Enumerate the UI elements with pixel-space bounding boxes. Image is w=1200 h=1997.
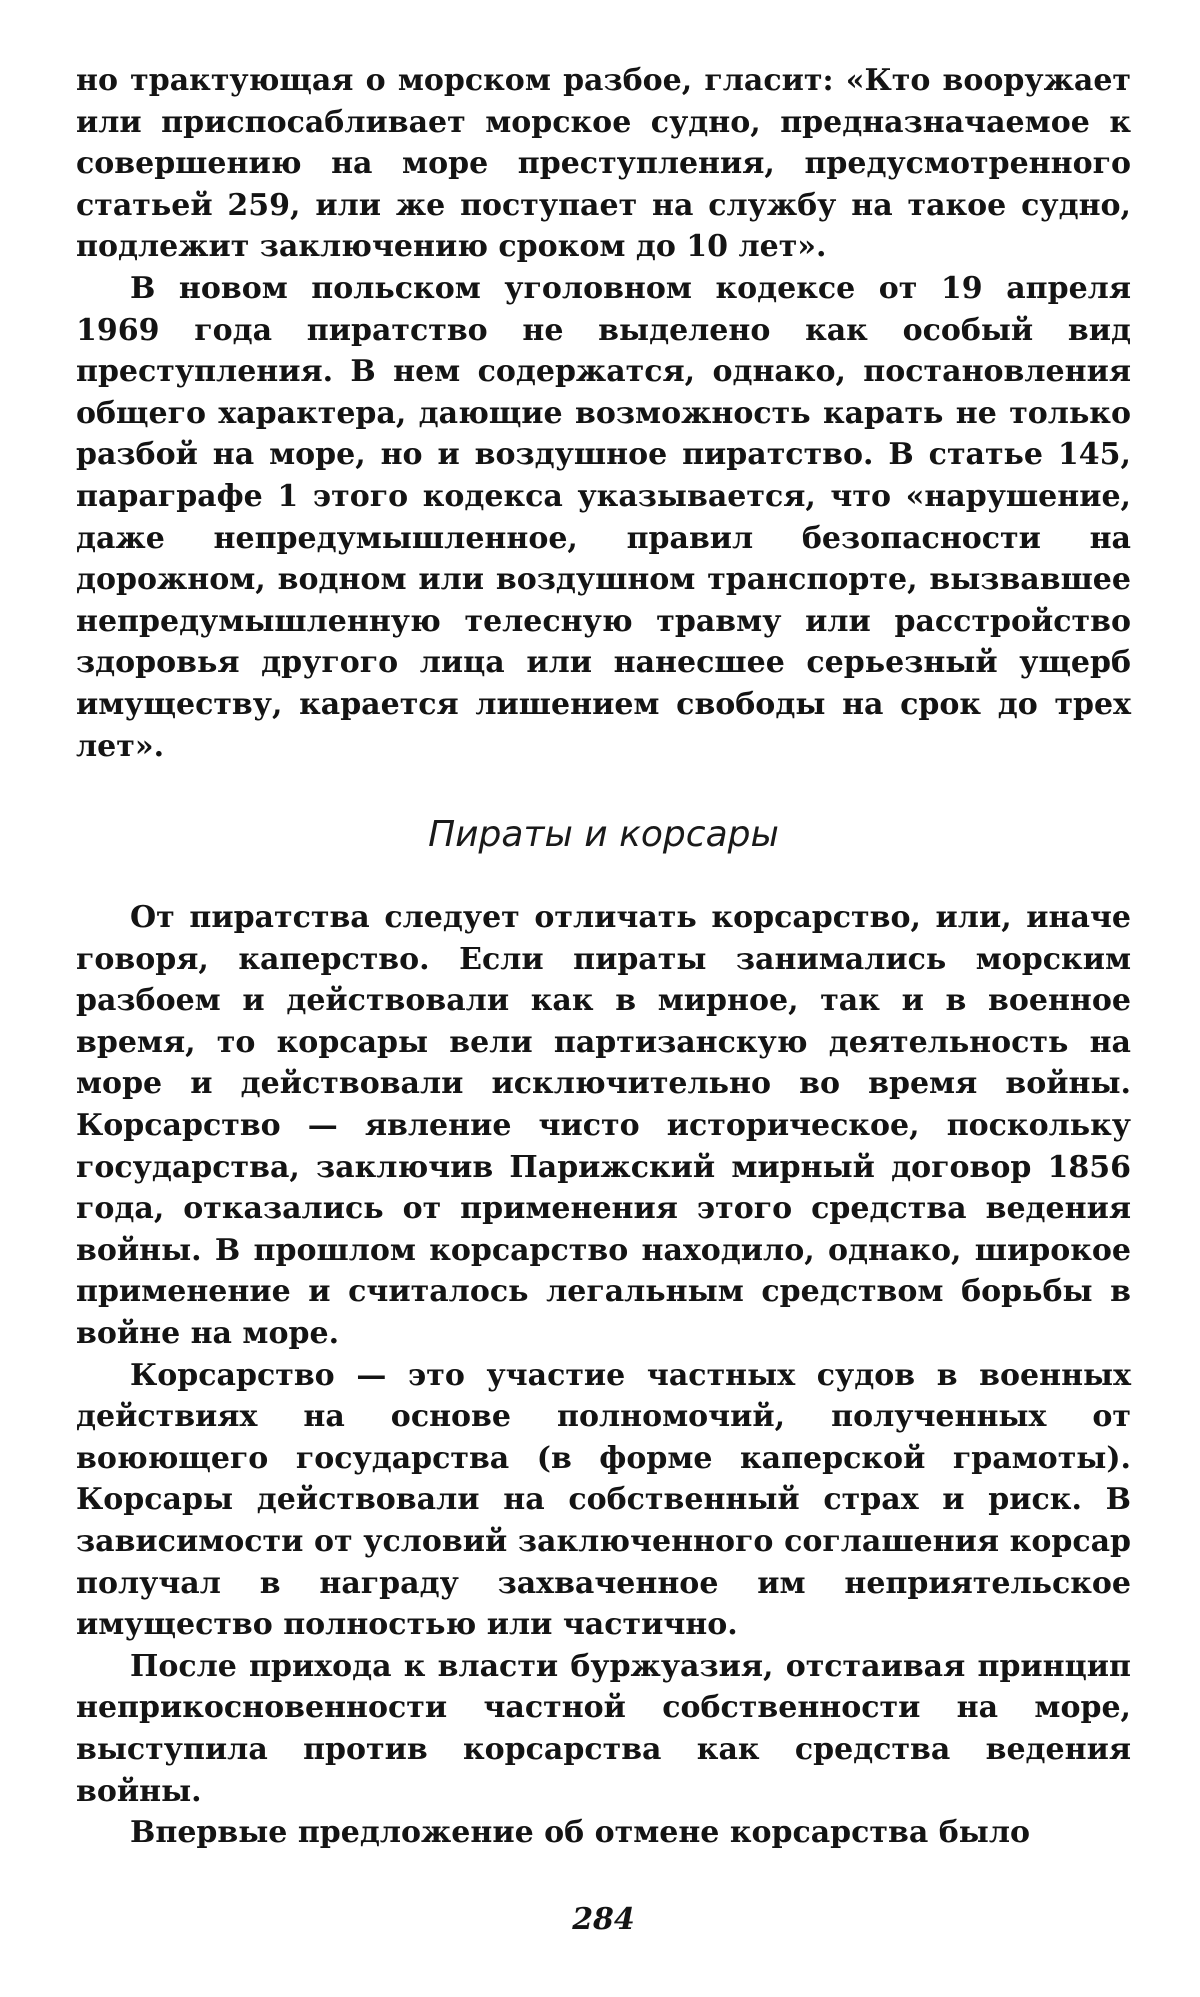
paragraph-corsair-participation: Корсарство — это участие частных судов в военных действиях на основе полномочий, полученных от воюющего государства (в форме каперской грамоты). Корсары действовали на собственный страх и риск. В зависимости от условий заключенного соглашения корсар получал в награду захваченное им неприятельское имущество полностью или частично. xyxy=(76,1357,1131,1643)
book-page xyxy=(76,60,1131,1940)
paragraph-polish-criminal-code: В новом польском уголовном кодексе от 19 апреля 1969 года пиратство не выделено как особый вид преступления. В нем содержатся, однако, постановления общего характера, дающие возможность карать не только разбой на море, но и воздушное пиратство. В статье 145, параграфе 1 этого кодекса указывается, что «нарушение, даже непредумышленное, правил безопасности на дорожном, водном или воздушном транспорте, вызвавшее непредумышленную телесную травму или расстройство здоровья другого лица или нанесшее серьезный ущерб имуществу, карается лишением свободы на срок до трех лет». xyxy=(76,270,1131,764)
paragraph-privateering-definition: От пиратства следует отличать корсарство, или, иначе говоря, каперство. Если пираты занимались морским разбоем и действовали как в мирное, так и в военное время, то корсары вели партизанскую деятельность на море и действовали исключительно во время войны. Корсарство — явление чисто историческое, поскольку государства, заключив Парижский мирный договор 1856 года, отказались от применения этого средства ведения войны. В прошлом корсарство находило, однако, широкое применение и считалось легальным средством борьбы в войне на море. xyxy=(76,900,1131,1352)
page-number: 284 xyxy=(572,1902,635,1937)
paragraph-abolition-proposal: Впервые предложение об отмене корсарства было xyxy=(130,1815,1030,1851)
paragraph-bourgeoisie-position: После прихода к власти буржуазия, отстаивая принцип неприкосновенности частной собственности на море, выступила против корсарства как средства ведения войны. xyxy=(76,1648,1131,1809)
section-heading: Пираты и корсары xyxy=(428,814,779,856)
paragraph-penal-code-quote: но трактующая о морском разбое, гласит: «Кто вооружает или приспосабливает морское судно, предназначаемое к совершению на море преступления, предусмотренного статьей 259, или же поступает на службу на такое судно, подлежит заключению сроком до 10 лет». xyxy=(76,63,1131,265)
